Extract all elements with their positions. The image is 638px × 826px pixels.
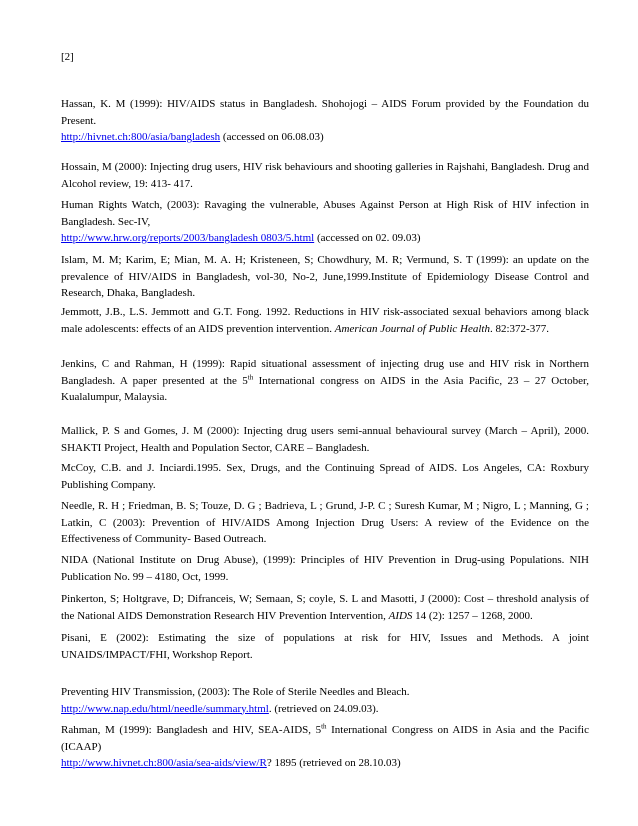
access-note: (accessed on 06.08.03) (220, 131, 324, 143)
ordinal-suffix: th (247, 372, 254, 381)
reference-needle (61, 498, 589, 548)
access-note: (accessed on 02. 09.03) (314, 232, 421, 244)
reference-tail: International Congress on AIDS in Asia and the Pacific (ICAAP) (61, 724, 589, 753)
access-note: . (retrieved on 24.09.03). (268, 702, 379, 715)
reference-pinkerton (61, 591, 589, 624)
reference-islam (61, 252, 589, 302)
reference-link[interactable]: http://www.hivnet.ch:800/asia/sea-aids/view/R (61, 757, 267, 769)
reference-tail: International congress on AIDS in the Asia Pacific, 23 – 27 October, Kualalumpur, Malaysia. (61, 374, 589, 403)
reference-jenkins (61, 356, 589, 406)
page-number: [2] (61, 51, 74, 63)
reference-text: Needle, R. H ; Friedman, B. S; Touze, D. G ; Badrieva, L ; Grund, J-P. C ; Suresh Kumar, M ; Nigro, L ; Manning, G ; Latkin, C (2003): Prevention of HIV/AIDS Among Injection Drug Users: A review of the Evidence on the Effectiveness of Community- Based Outreach. (61, 500, 589, 545)
reference-text: Pinkerton, S; Holtgrave, D; Difranceis, W; Semaan, S; coyle, S. L and Masotti, J (2000): Cost – threshold analysis of the National AIDS Demonstration Research HIV Prevention Intervention, (61, 593, 589, 622)
reference-preventing (61, 684, 589, 717)
reference-tail: 14 (2): 1257 – 1268, 2000. (412, 609, 533, 622)
reference-link[interactable]: http://www.hrw.org/reports/2003/bangladesh 0803/5.html (61, 232, 315, 244)
reference-text: Preventing HIV Transmission, (2003): The Role of Sterile Needles and Bleach. (61, 686, 410, 698)
reference-nida (61, 552, 589, 585)
reference-link[interactable]: http://www.nap.edu/html/needle/summary.html (61, 702, 269, 715)
reference-jemmott (61, 304, 589, 337)
reference-text: Human Rights Watch, (2003): Ravaging the vulnerable, Abuses Against Person at High Risk of HIV infection in Bangladesh. Sec-IV, (61, 199, 589, 228)
reference-link[interactable]: http://hivnet.ch:800/asia/bangladesh (61, 131, 221, 143)
ordinal-suffix: th (321, 722, 327, 731)
reference-text: Mallick, P. S and Gomes, J. M (2000): Injecting drug users semi-annual behavioural survey (March – April), 2000. SHAKTI Project, Health and Population Sector, CARE – Bangladesh. (61, 425, 589, 454)
reference-mallick (61, 423, 589, 456)
reference-text: Islam, M. M; Karim, E; Mian, M. A. H; Kristeneen, S; Chowdhury, M. R; Vermund, S. T (1999): an update on the prevalence of HIV/AIDS in Bangladesh, vol-30, No-2, June,1999.Institute of Epidemiology Disease Control and Research, Dhaka, Bangladesh. (61, 254, 589, 299)
reference-hrw (61, 197, 589, 247)
reference-pisani (61, 630, 589, 663)
reference-tail: . 82:372-377. (490, 322, 549, 335)
reference-text: McCoy, C.B. and J. Inciardi.1995. Sex, Drugs, and the Continuing Spread of AIDS. Los Angeles, CA: Roxbury Publishing Company. (61, 462, 589, 491)
reference-text: Jenkins, C and Rahman, H (1999): Rapid situational assessment of injecting drug use and HIV risk in Northern Bangladesh. A paper presented at the 5 (61, 358, 589, 387)
access-note: ? 1895 (retrieved on 28.10.03) (266, 757, 401, 769)
reference-hassan (61, 96, 589, 146)
reference-text: Rahman, M (1999): Bangladesh and HIV, SEA-AIDS, 5 (61, 724, 322, 736)
journal-name: American Journal of Public Health (334, 322, 490, 335)
reference-text: Hossain, M (2000): Injecting drug users, HIV risk behaviours and shooting galleries in Rajshahi, Bangladesh. Drug and Alcohol review, 19: 413- 417. (61, 161, 589, 190)
reference-text: NIDA (National Institute on Drug Abuse), (1999): Principles of HIV Prevention in Drug-using Populations. NIH Publication No. 99 – 4180, Oct, 1999. (61, 554, 589, 583)
journal-name: AIDS (388, 609, 413, 622)
reference-text: Hassan, K. M (1999): HIV/AIDS status in Bangladesh. Shohojogi – AIDS Forum provided by the Foundation du Present. (61, 98, 589, 127)
reference-hossain (61, 159, 589, 192)
reference-rahman (61, 722, 589, 772)
reference-text: Jemmott, J.B., L.S. Jemmott and G.T. Fong. 1992. Reductions in HIV risk-associated sexual behaviors among black male adolescents: effects of an AIDS prevention intervention. (61, 306, 589, 335)
reference-text: Pisani, E (2002): Estimating the size of populations at risk for HIV, Issues and Methods. A joint UNAIDS/IMPACT/FHI, Workshop Report. (61, 632, 589, 661)
reference-mccoy (61, 460, 589, 493)
